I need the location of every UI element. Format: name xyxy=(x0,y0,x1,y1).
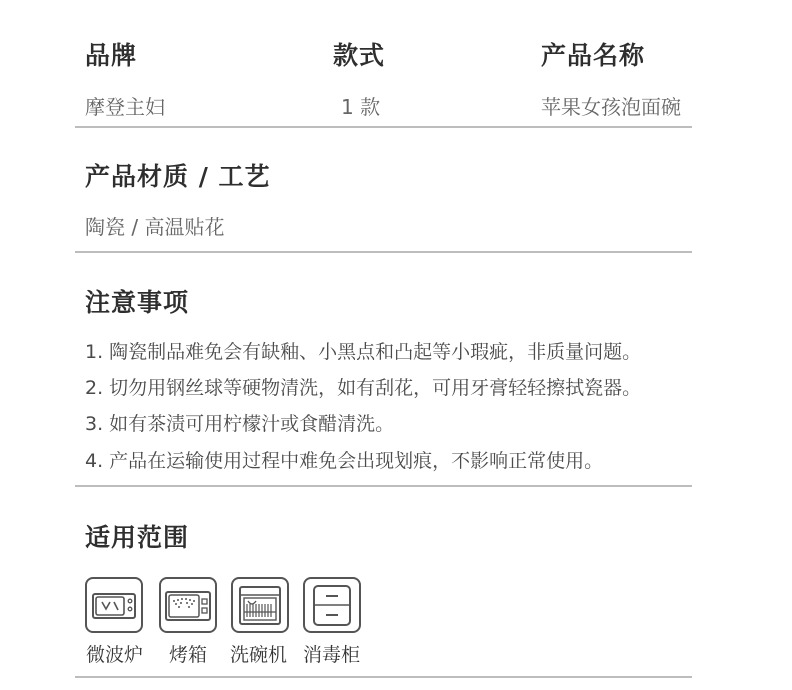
usage-label-sterilizer: 消毒柜 xyxy=(303,644,361,666)
oven-icon xyxy=(159,577,217,633)
divider xyxy=(75,126,692,128)
sterilizer-cabinet-icon xyxy=(303,577,361,633)
style-value: 1 款 xyxy=(341,95,381,119)
style-label: 款式 xyxy=(333,41,386,70)
product-name-value: 苹果女孩泡面碗 xyxy=(541,95,681,119)
note-item: 1. 陶瓷制品难免会有缺釉、小黑点和凸起等小瑕疵，非质量问题。 xyxy=(85,341,642,363)
divider xyxy=(75,251,692,253)
note-item: 4. 产品在运输使用过程中难免会出现划痕，不影响正常使用。 xyxy=(85,450,604,472)
brand-value: 摩登主妇 xyxy=(85,95,165,119)
usage-label-microwave: 微波炉 xyxy=(86,644,144,666)
usage-title: 适用范围 xyxy=(85,523,190,552)
material-label: 产品材质 / 工艺 xyxy=(85,162,271,191)
material-value: 陶瓷 / 高温贴花 xyxy=(85,215,225,239)
brand-label: 品牌 xyxy=(85,41,138,70)
usage-label-oven: 烤箱 xyxy=(169,644,208,666)
dishwasher-icon xyxy=(231,577,289,633)
divider xyxy=(75,485,692,487)
microwave-icon xyxy=(85,577,143,633)
note-item: 2. 切勿用钢丝球等硬物清洗，如有刮花，可用牙膏轻轻擦拭瓷器。 xyxy=(85,377,642,399)
note-item: 3. 如有茶渍可用柠檬汁或食醋清洗。 xyxy=(85,413,395,435)
notes-title: 注意事项 xyxy=(85,288,190,317)
usage-label-dishwasher: 洗碗机 xyxy=(230,644,288,666)
product-name-label: 产品名称 xyxy=(541,41,646,70)
divider xyxy=(75,676,692,678)
